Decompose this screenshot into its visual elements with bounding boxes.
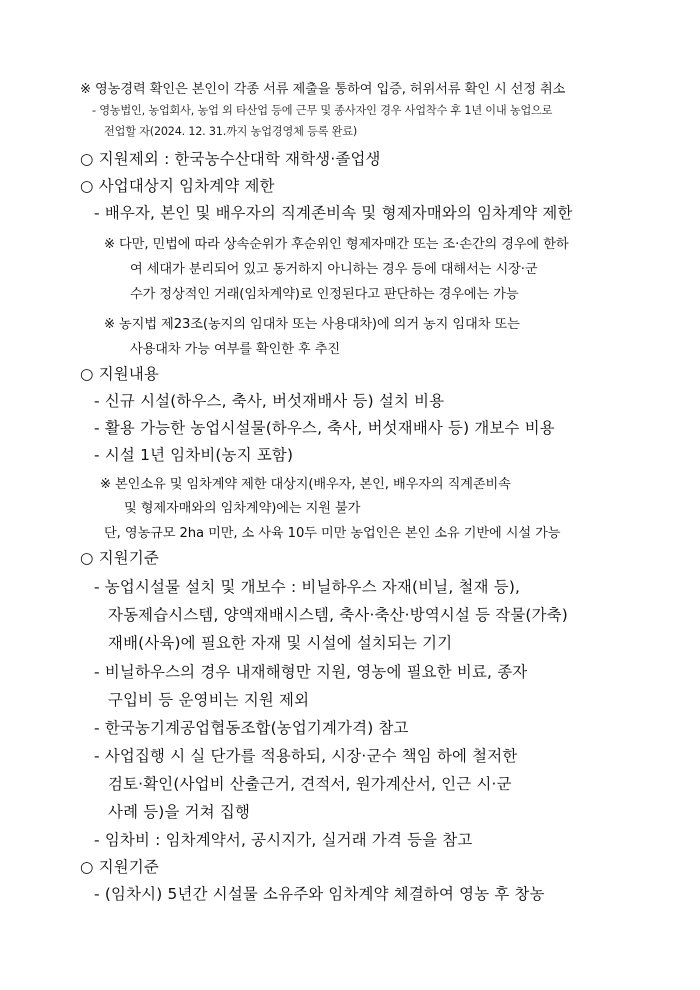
section-exclusion: ○ 지원제외 : 한국농수산대학 재학생·졸업생	[80, 150, 381, 168]
note-item-cont: 및 형제자매와의 임차계약)에는 지원 불가	[124, 501, 361, 516]
list-item: - (임차시) 5년간 시설물 소유주와 임차계약 체결하여 영농 후 창농	[94, 885, 545, 903]
note-item-cont: 여 세대가 분리되어 있고 동거하지 아니하는 경우 등에 대해서는 시장·군	[130, 262, 538, 277]
list-item-cont: 검토·확인(사업비 산출근거, 견적서, 원가계산서, 인근 시·군	[108, 775, 512, 793]
section-heading-lease-restriction: ○ 사업대상지 임차계약 제한	[80, 177, 275, 195]
note-eligibility-verification: ※ 영농경력 확인은 본인이 각종 서류 제출을 통하여 입증, 허위서류 확인 시 선정 취소	[80, 82, 566, 97]
note-exception: 단, 영농규모 2ha 미만, 소 사육 10두 미만 농업인은 본인 소유 기반에 시설 가능	[104, 526, 561, 541]
list-item: - 활용 가능한 농업시설물(하우스, 축사, 버섯재배사 등) 개보수 비용	[94, 419, 555, 437]
list-item: - 신규 시설(하우스, 축사, 버섯재배사 등) 설치 비용	[94, 392, 445, 410]
list-item: - 시설 1년 임차비(농지 포함)	[94, 446, 294, 464]
note-sub-item: - 영농법인, 농업회사, 농업 외 타산업 등에 근무 및 종사자인 경우 사업착수 후 1년 이내 농업으로	[92, 104, 553, 117]
list-item-cont: 자동제습시스템, 양액재배시스템, 축사·축산·방역시설 등 작물(가축)	[108, 606, 568, 624]
list-item-cont: 사례 등)을 거쳐 집행	[108, 803, 251, 821]
list-item-cont: 구입비 등 운영비는 지원 제외	[108, 691, 310, 709]
list-item: - 비닐하우스의 경우 내재해형만 지원, 영농에 필요한 비료, 종자	[94, 663, 528, 681]
section-heading-support-criteria: ○ 지원기준	[80, 549, 159, 567]
list-item: - 사업집행 시 실 단가를 적용하되, 시장·군수 책임 하에 철저한	[94, 747, 518, 765]
section-heading-support-content: ○ 지원내용	[80, 365, 159, 383]
note-item-cont: 수가 정상적인 거래(임차계약)로 인정된다고 판단하는 경우에는 가능	[130, 287, 519, 302]
list-item: - 배우자, 본인 및 배우자의 직계존비속 및 형제자매와의 임차계약 제한	[94, 204, 573, 222]
note-item: ※ 농지법 제23조(농지의 임대차 또는 사용대차)에 의거 농지 임대차 또는	[104, 317, 520, 332]
note-item: ※ 본인소유 및 임차계약 제한 대상지(배우자, 본인, 배우자의 직계존비속	[100, 477, 511, 492]
list-item: - 한국농기계공업협동조합(농업기계가격) 참고	[94, 719, 409, 737]
note-item: ※ 다만, 민법에 따라 상속순위가 후순위인 형제자매간 또는 조·손간의 경우에 한하	[104, 237, 569, 252]
list-item: - 농업시설물 설치 및 개보수 : 비닐하우스 자재(비닐, 철재 등),	[94, 578, 521, 596]
list-item: - 임차비 : 임차계약서, 공시지가, 실거래 가격 등을 참고	[94, 831, 473, 849]
section-heading-support-criteria-2: ○ 지원기준	[80, 858, 159, 876]
list-item-cont: 재배(사육)에 필요한 자재 및 시설에 설치되는 기기	[108, 634, 453, 652]
note-sub-item-cont: 전업할 자(2024. 12. 31.까지 농업경영체 등록 완료)	[104, 125, 357, 138]
note-item-cont: 사용대차 가능 여부를 확인한 후 추진	[130, 342, 341, 357]
